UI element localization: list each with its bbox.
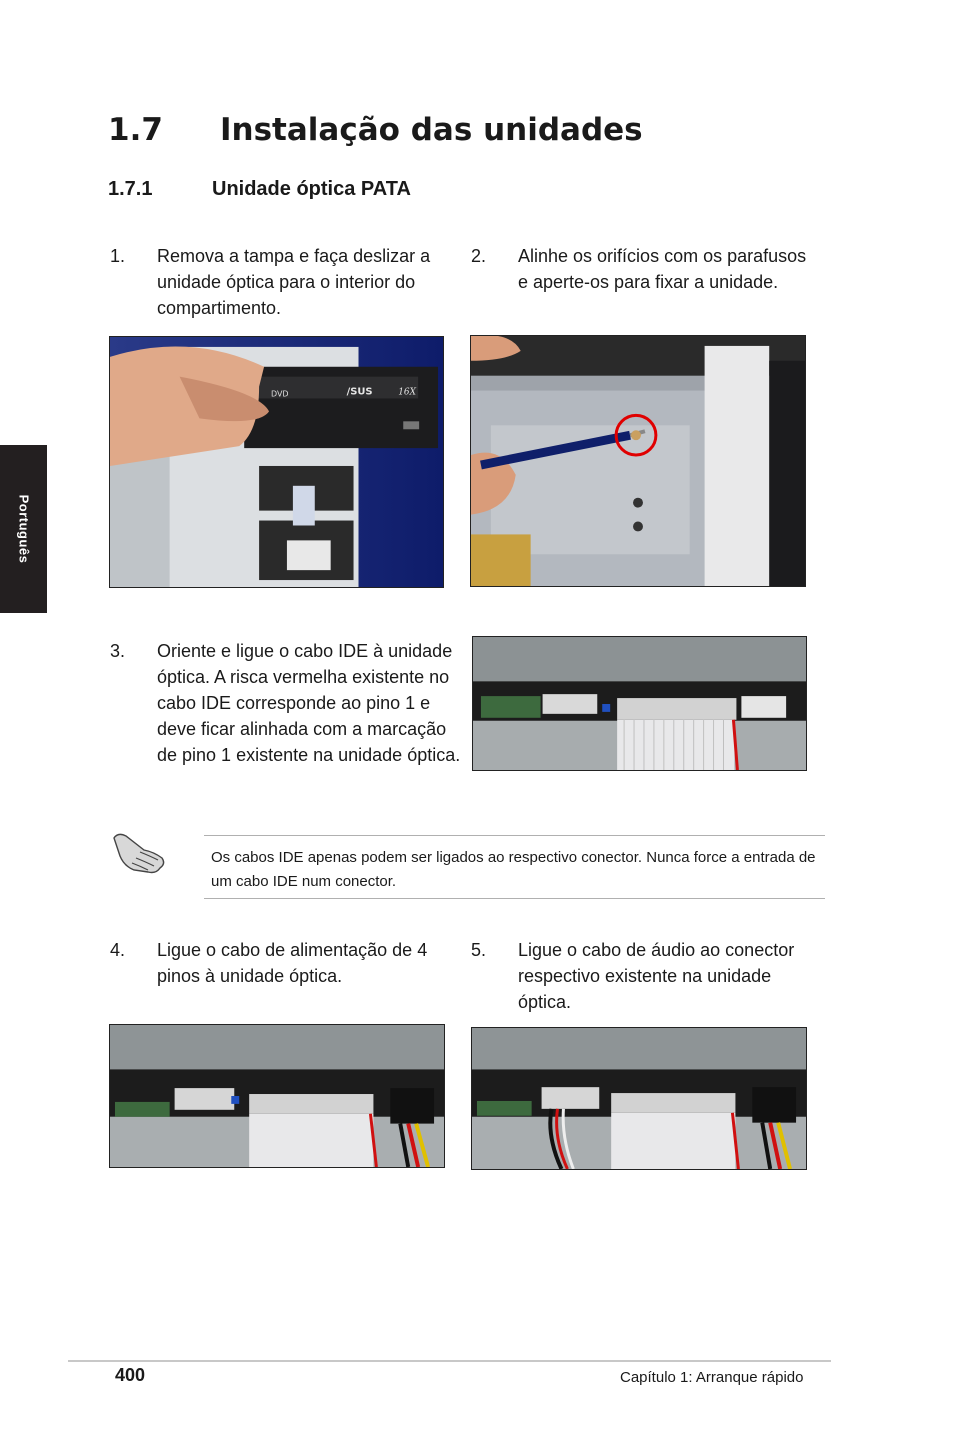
photo-power-cable-graphic [110,1025,444,1167]
photo-audio-cable-graphic [472,1028,806,1169]
step-number: 3. [110,641,126,661]
note-bottom-rule [204,898,825,899]
section-number: 1.7 [108,112,163,148]
section-heading [108,112,643,148]
step-text: Remova a tampa e faça deslizar a unidade óptica para o interior do compartimento. [157,246,431,318]
photo-power-cable [109,1024,445,1168]
pointing-hand-icon [110,830,168,876]
subsection-heading [108,178,411,201]
language-side-tab [0,445,47,613]
chapter-title: Capítulo 1: Arranque rápido [620,1369,804,1386]
step-2 [471,243,821,323]
step-number: 4. [110,940,126,960]
subsection-number: 1.7.1 [108,178,153,200]
step-3 [110,638,468,796]
section-title: Instalação das unidades [220,112,643,148]
step-1 [110,243,460,323]
language-label: Português [16,494,31,564]
brand-label: /SUS [346,386,373,398]
step-5 [471,937,826,1017]
step-text: Oriente e ligue o cabo IDE à unidade óptica. A risca vermelha existente no cabo IDE corresponde ao pino 1 e deve ficar alinhada com a marcação de pino 1 existente na unidade óptica. [157,641,461,765]
step-4 [110,937,460,993]
photo-insert-drive [109,336,444,588]
photo-secure-drive-graphic [471,336,805,586]
speed-label: 16X [398,387,417,398]
subsection-title: Unidade óptica PATA [212,178,411,200]
step-number: 5. [471,940,487,960]
step-text: Ligue o cabo de alimentação de 4 pinos à unidade óptica. [157,940,428,986]
step-number: 1. [110,246,126,266]
photo-insert-drive-graphic [110,337,443,587]
footer-rule [68,1360,831,1362]
dvd-label: DVD [271,389,289,399]
note-top-rule [204,835,825,836]
step-text: Ligue o cabo de áudio ao conector respectivo existente na unidade óptica. [518,940,795,1012]
photo-secure-drive [470,335,806,587]
step-text: Alinhe os orifícios com os parafusos e aperte-os para fixar a unidade. [518,246,807,292]
photo-ide-cable [472,636,807,771]
page-number: 400 [115,1365,146,1385]
note-text: Os cabos IDE apenas podem ser ligados ao respectivo conector. Nunca force a entrada de um cabo IDE num conector. [211,849,816,890]
photo-ide-cable-graphic [473,637,806,770]
step-number: 2. [471,246,487,266]
photo-audio-cable [471,1027,807,1170]
